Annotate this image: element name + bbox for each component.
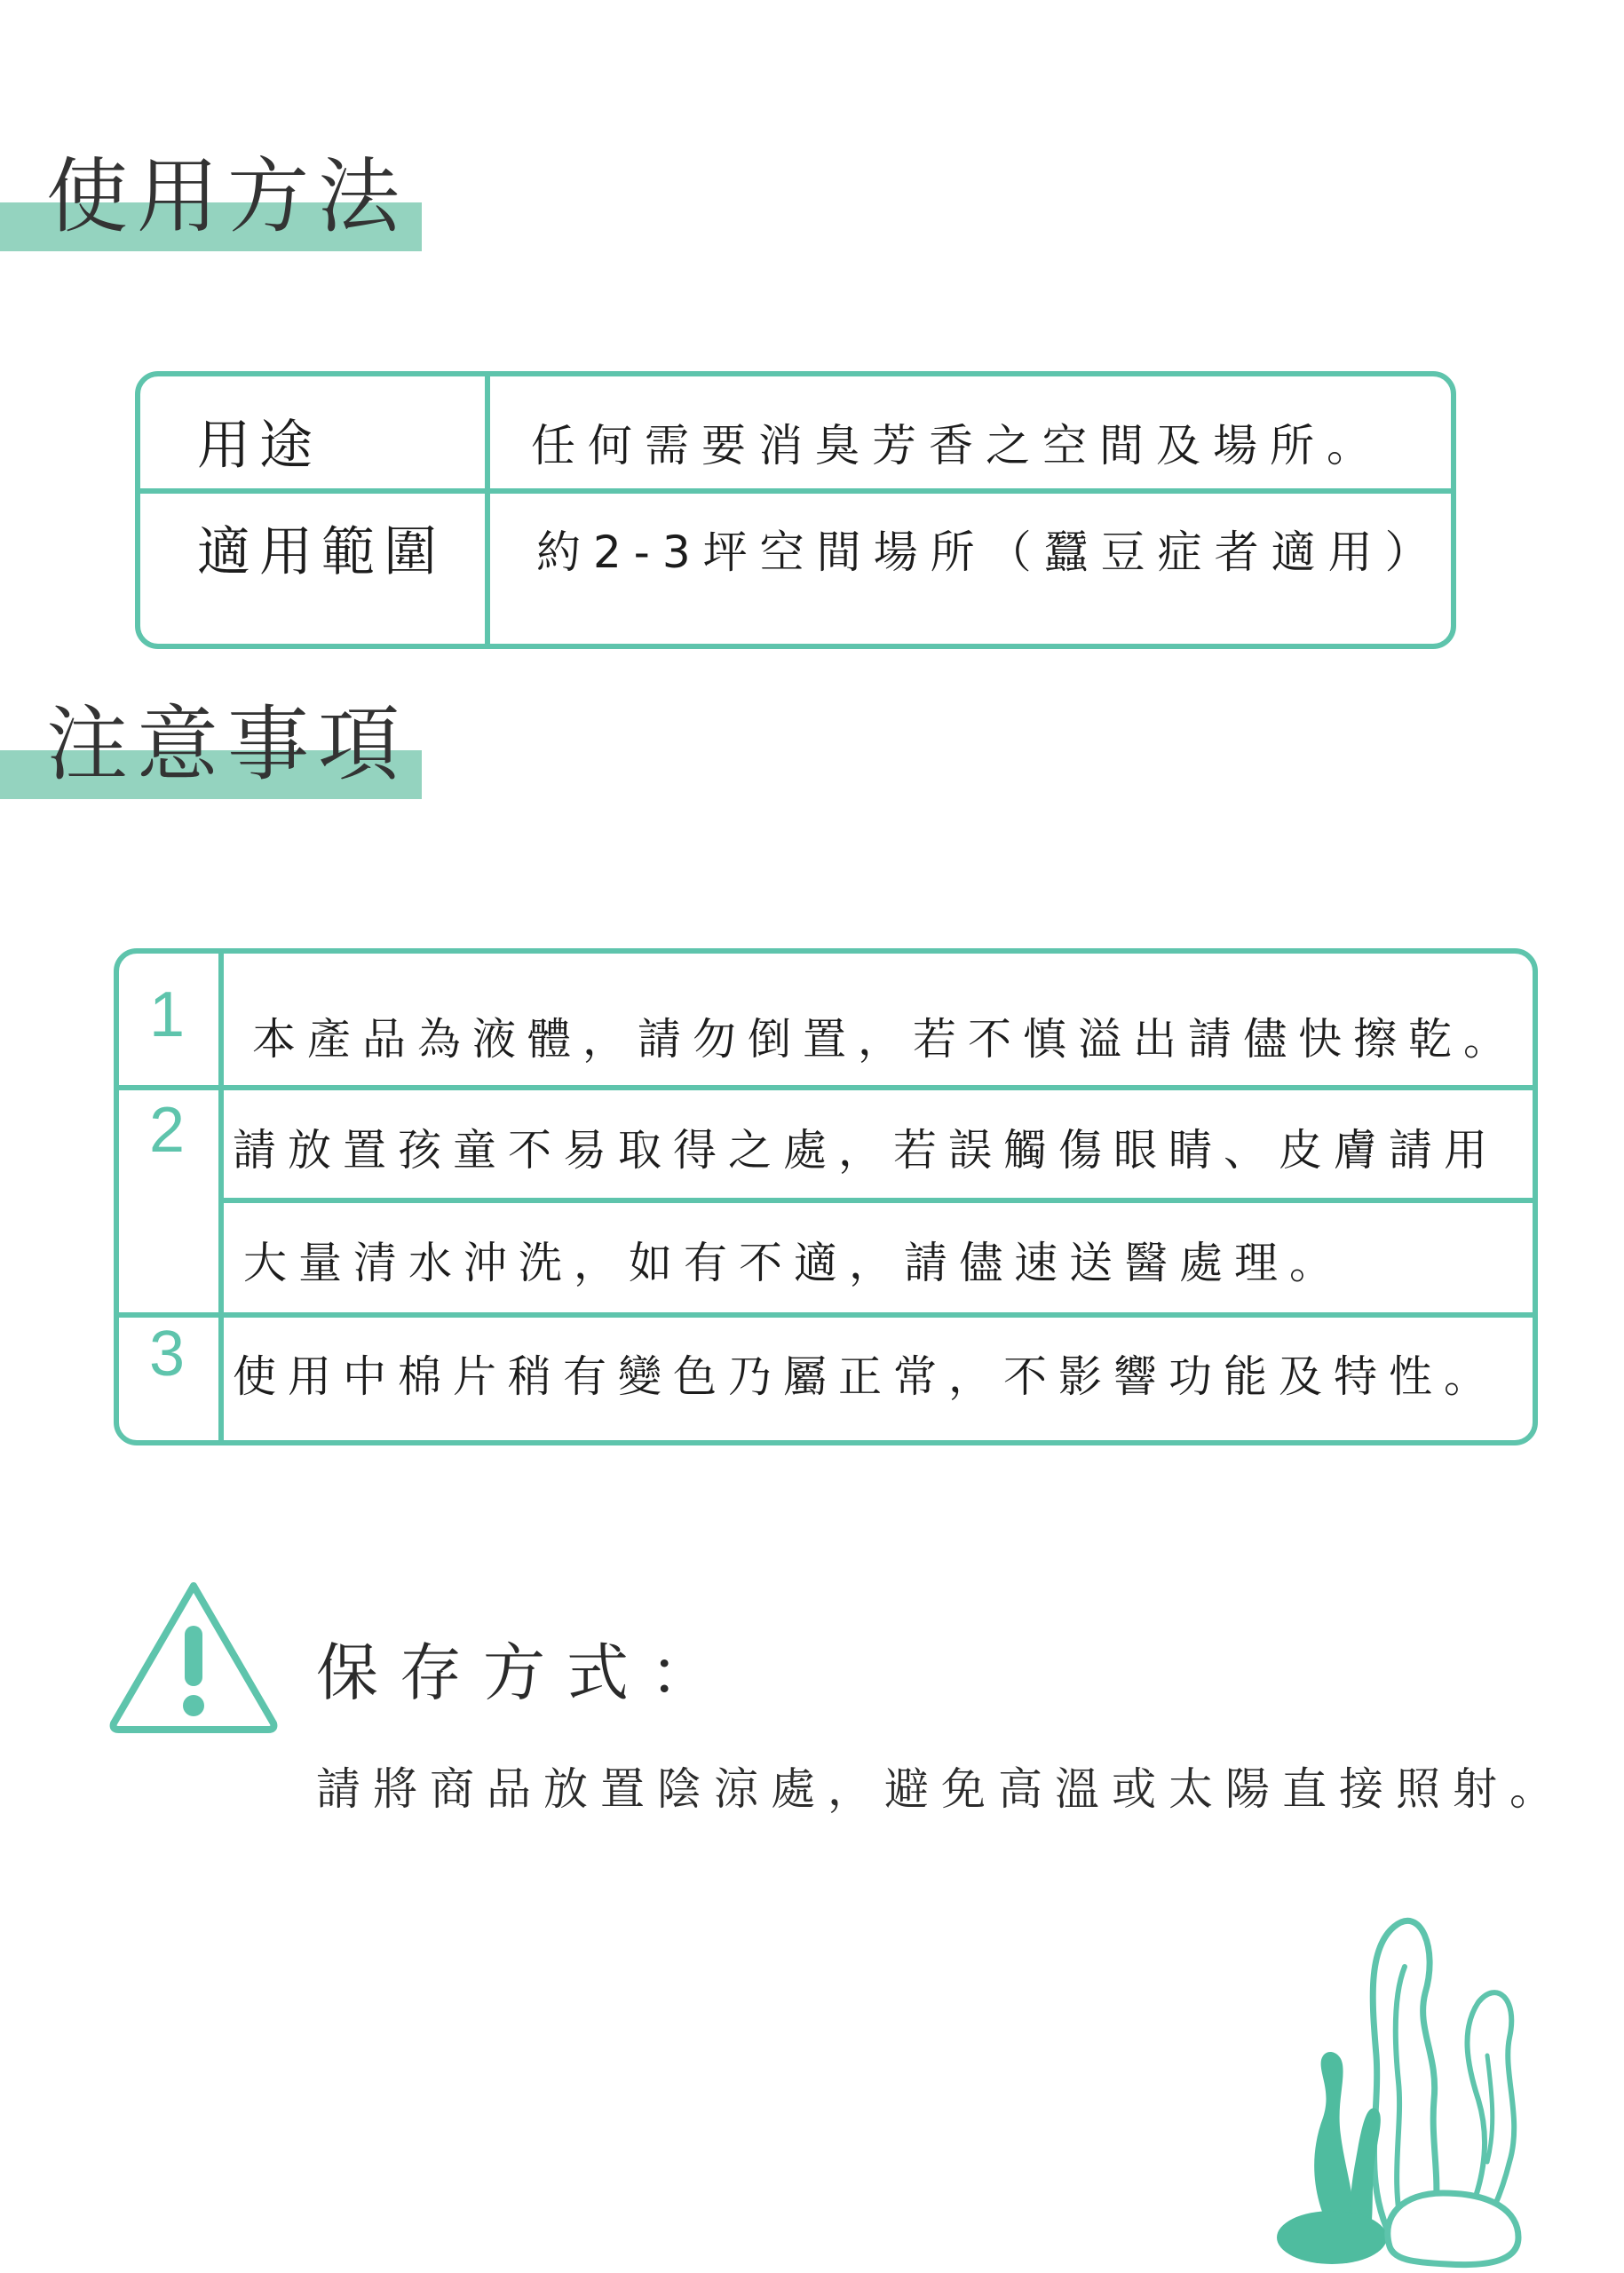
notes-row-divider	[119, 1312, 1533, 1318]
note-text: 請放置孩童不易取得之處，若誤觸傷眼睛、皮膚請用	[233, 1125, 1500, 1176]
usage-label-purpose: 用途	[197, 415, 321, 477]
notes-row-divider	[119, 1085, 1533, 1090]
usage-section-heading	[0, 149, 422, 251]
storage-title: 保存方式：	[316, 1636, 733, 1709]
storage-text: 請將商品放置陰涼處，避免高溫或太陽直接照射。	[316, 1763, 1566, 1815]
usage-heading-title: 使用方法	[46, 149, 409, 244]
notes-heading-title: 注意事項	[46, 697, 409, 792]
seaweed-stone-icon	[1270, 1896, 1536, 2269]
notes-row-divider	[218, 1198, 1533, 1203]
usage-table-row-divider	[140, 488, 1451, 494]
notes-table	[114, 948, 1538, 1445]
note-number: 2	[148, 1095, 186, 1166]
note-number: 3	[148, 1319, 186, 1390]
note-text: 本產品為液體，請勿倒置，若不慎溢出請儘快擦乾。	[252, 1014, 1519, 1065]
usage-value-scope: 約2-3坪空間場所（蠶豆症者適用）	[536, 527, 1442, 578]
note-text: 大量清水沖洗，如有不適，請儘速送醫處理。	[243, 1238, 1345, 1288]
usage-value-purpose: 任何需要消臭芳香之空間及場所。	[531, 420, 1383, 471]
usage-table-divider	[485, 376, 490, 644]
usage-label-scope: 適用範圍	[197, 521, 446, 583]
usage-table	[135, 371, 1456, 649]
note-text: 使用中棉片稍有變色乃屬正常，不影響功能及特性。	[233, 1351, 1500, 1402]
notes-number-column-divider	[218, 954, 224, 1440]
notes-section-heading	[0, 697, 422, 799]
note-number: 1	[148, 979, 186, 1050]
warning-triangle-icon	[105, 1577, 282, 1737]
